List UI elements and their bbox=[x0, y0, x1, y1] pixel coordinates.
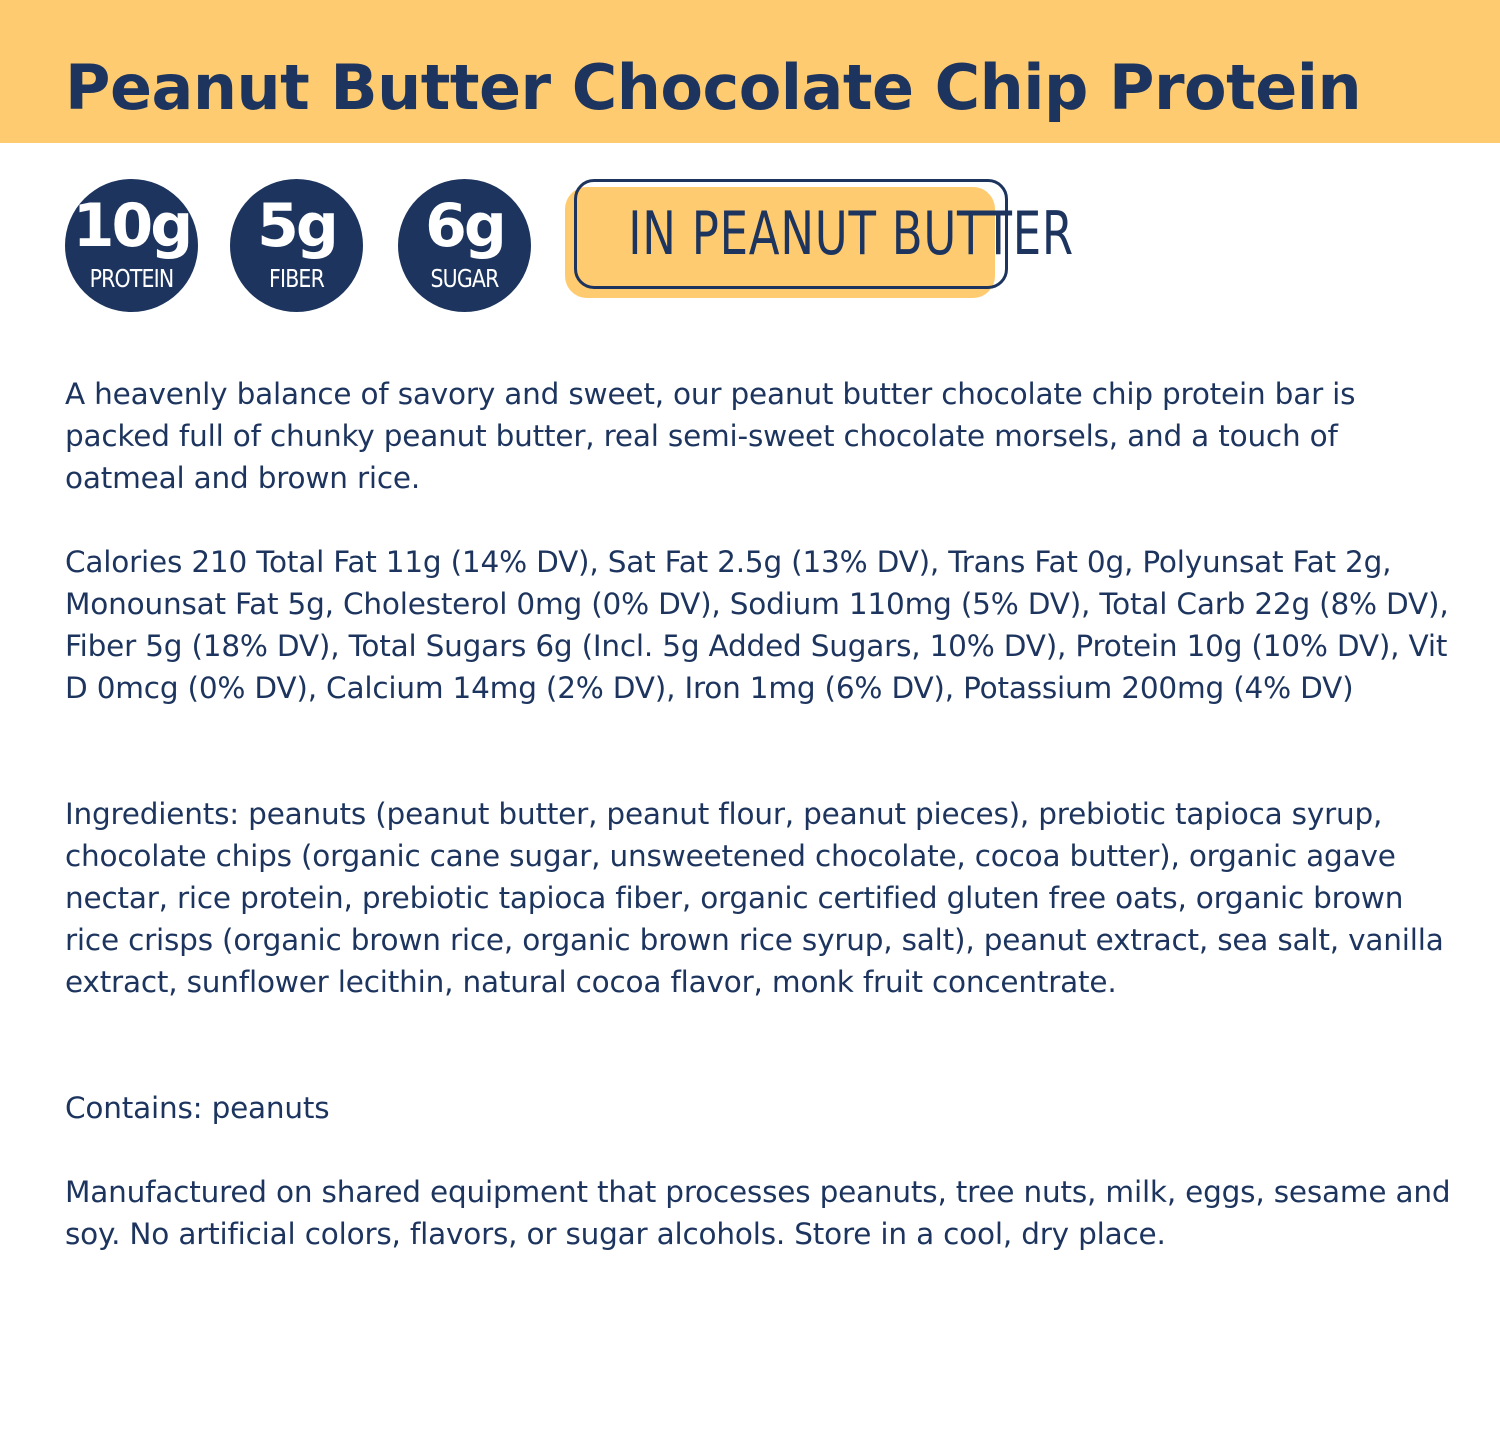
fiber-badge bbox=[230, 179, 363, 312]
sugar-badge bbox=[398, 179, 531, 312]
manufacturing-statement: Manufactured on shared equipment that processes peanuts, tree nuts, milk, eggs, sesame and soy. No artificial colors, flavors, or sugar alcohols. Store in a cool, dry place. bbox=[65, 1175, 1451, 1251]
badge-value: 5g bbox=[257, 191, 336, 261]
badge-value: 10g bbox=[72, 191, 191, 261]
badge-label: SUGAR bbox=[430, 264, 499, 293]
allergen-statement: Contains: peanuts bbox=[65, 1091, 330, 1125]
header-band bbox=[0, 0, 1500, 143]
badge-value: 6g bbox=[425, 191, 504, 261]
badge-label: FIBER bbox=[268, 264, 324, 293]
product-description: A heavenly balance of savory and sweet, our peanut butter chocolate chip protein bar is packed full of chunky peanut butter, real semi-sweet chocolate morsels, and a touch of oatmeal and brown rice. bbox=[65, 377, 1356, 495]
peanut-butter-tag: IN PEANUT BUTTER bbox=[628, 199, 1074, 269]
badge-label: PROTEIN bbox=[89, 264, 174, 293]
protein-badge bbox=[65, 179, 198, 312]
nutrition-facts: Calories 210 Total Fat 11g (14% DV), Sat Fat 2.5g (13% DV), Trans Fat 0g, Polyunsat Fat 2g, Monounsat Fat 5g, Cholesterol 0mg (0% DV), Sodium 110mg (5% DV), Total Carb 22g (8% DV), Fiber 5g (18% DV), Total Sugars 6g (Incl. 5g Added Sugars, 10% DV), Protein 10g (10% DV), Vit D 0mcg (0% DV), Calcium 14mg (2% DV), Iron 1mg (6% DV), Potassium 200mg (4% DV) bbox=[65, 545, 1449, 705]
ingredients-list: Ingredients: peanuts (peanut butter, peanut flour, peanut pieces), prebiotic tapioca syrup, chocolate chips (organic cane sugar, unsweetened chocolate, cocoa butter), organic agave nectar, rice protein, prebiotic tapioca fiber, organic certified gluten free oats, organic brown rice crisps (organic brown rice, organic brown rice syrup, salt), peanut extract, sea salt, vanilla extract, sunflower lecithin, natural cocoa flavor, monk fruit concentrate. bbox=[65, 797, 1444, 999]
page-title: Peanut Butter Chocolate Chip Protein bbox=[65, 51, 1362, 124]
